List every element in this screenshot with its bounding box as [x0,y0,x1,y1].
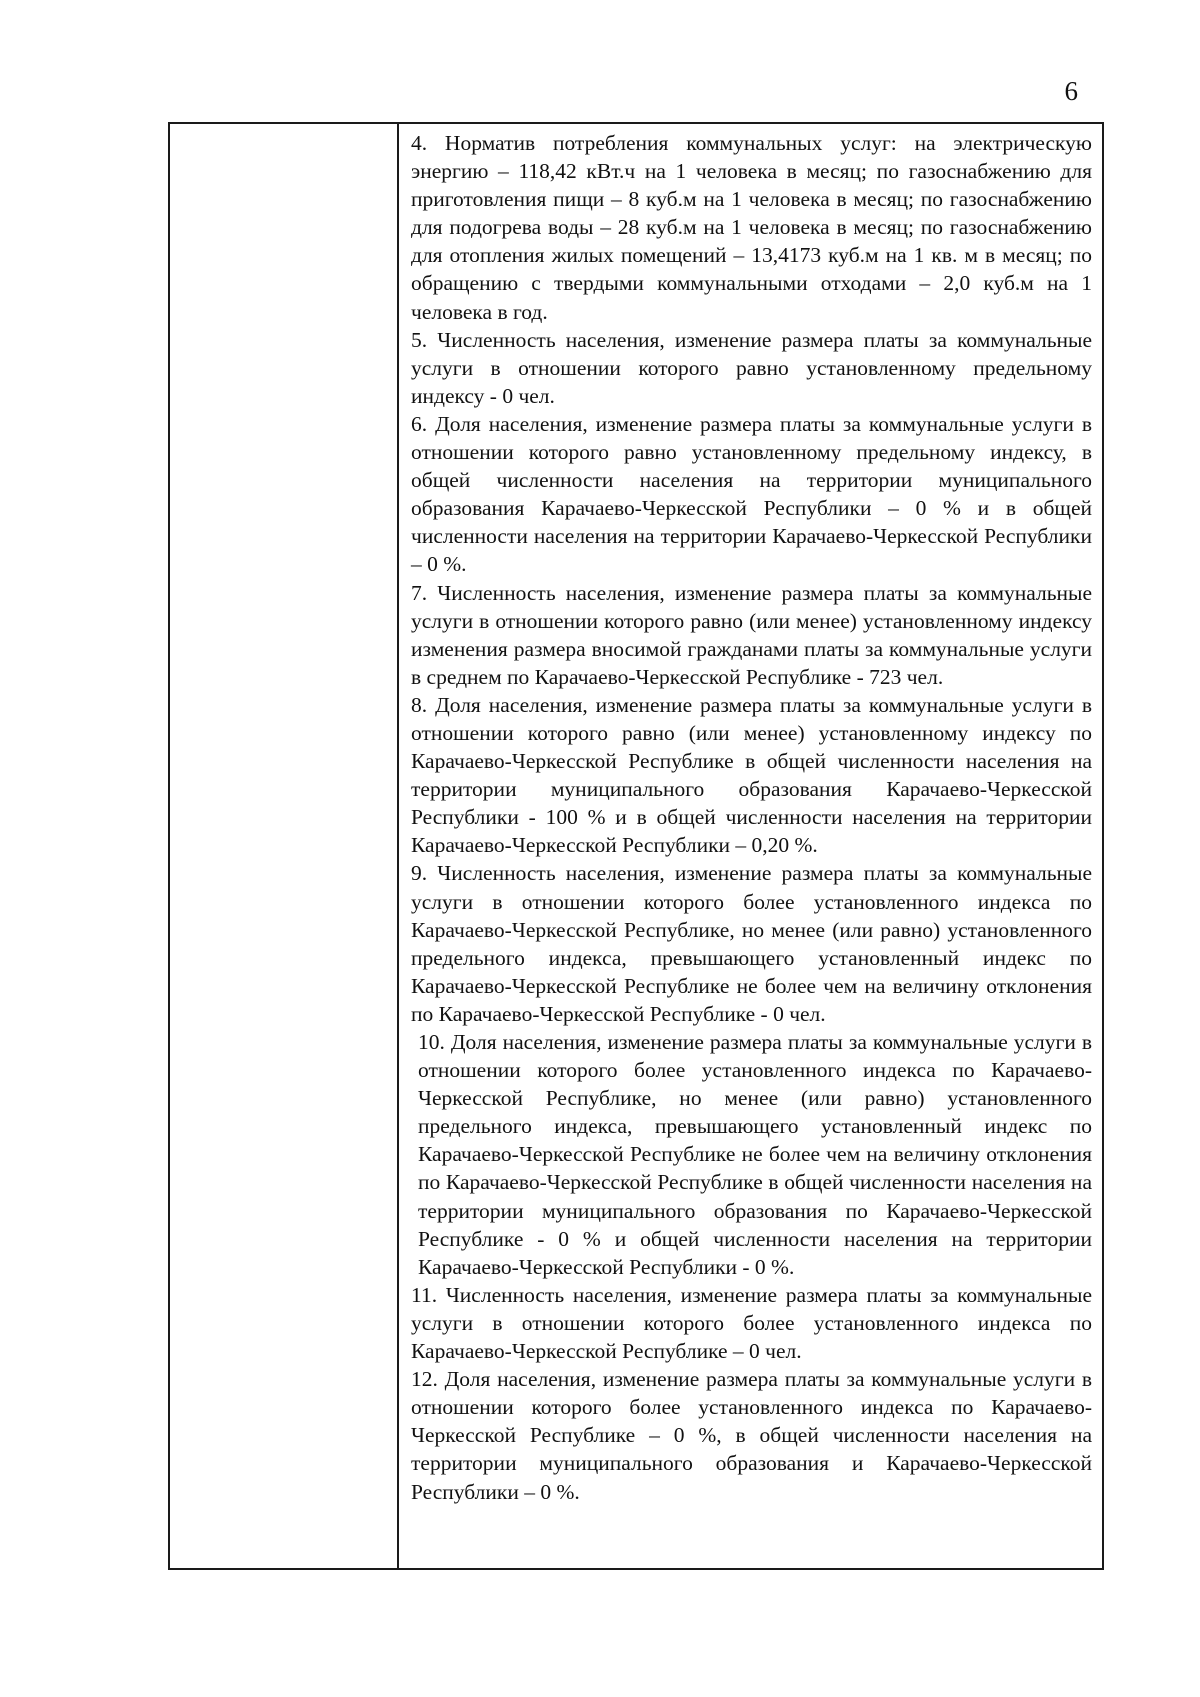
paragraph-item-5: 5. Численность населения, изменение размера платы за коммунальные услуги в отношении которого равно установленному предельному индексу - 0 чел. [411,327,1092,408]
paragraph-item-10: 10. Доля населения, изменение размера платы за коммунальные услуги в отношении которого более установленного индекса по Карачаево-Черкесской Республике, но менее (или равно) установленного предельного индекса, превышающего установленный индекс по Карачаево-Черкесской Республике не более чем на величину отклонения по Карачаево-Черкесской Республике в общей численности населения на территории муниципального образования по Карачаево-Черкесской Республике - 0 % и общей численности населения на территории Карачаево-Черкесской Республики - 0 %. [418,1030,1092,1279]
paragraph-item-4: 4. Норматив потребления коммунальных услуг: на электрическую энергию – 118,42 кВт.ч на 1 человека в месяц; по газоснабжению для приготовления пищи – 8 куб.м на 1 человека в месяц; по газоснабжению для подогрева воды – 28 куб.м на 1 человека в месяц; по газоснабжению для отопления жилых помещений – 13,4173 куб.м на 1 кв. м в месяц; по обращению с твердыми коммунальными отходами – 2,0 куб.м на 1 человека в год. [411,131,1092,324]
paragraph-item-11: 11. Численность населения, изменение размера платы за коммунальные услуги в отношении которого более установленного индекса по Карачаево-Черкесской Республике – 0 чел. [411,1282,1092,1364]
paragraph-item-9: 9. Численность населения, изменение размера платы за коммунальные услуги в отношении которого более установленного индекса по Карачаево-Черкесской Республике, но менее (или равно) установленного предельного индекса, превышающего установленный индекс по Карачаево-Черкесской Республике не более чем на величину отклонения по Карачаево-Черкесской Республике - 0 чел. [411,861,1092,1026]
paragraph-item-7: 7. Численность населения, изменение размера платы за коммунальные услуги в отношении которого равно (или менее) установленному индексу изменения размера вносимой гражданами платы за коммунальные услуги в среднем по Карачаево-Черкесской Республике - 723 чел. [411,580,1092,689]
page-number: 6 [1064,76,1078,106]
paragraph-item-8: 8. Доля населения, изменение размера платы за коммунальные услуги в отношении которого равно (или менее) установленному индексу по Карачаево-Черкесской Республике в общей численности населения на территории муниципального образования Карачаево-Черкесской Республики - 100 % и в общей численности населения на территории Карачаево-Черкесской Республики – 0,20 %. [411,692,1092,858]
paragraph-item-6: 6. Доля населения, изменение размера платы за коммунальные услуги в отношении которого равно установленному предельному индексу, в общей численности населения на территории муниципального образования Карачаево-Черкесской Республики – 0 % и в общей численности населения на территории Карачаево-Черкесской Республики – 0 %. [411,411,1092,577]
paragraph-item-12: 12. Доля населения, изменение размера платы за коммунальные услуги в отношении которого более установленного индекса по Карачаево-Черкесской Республике – 0 %, в общей численности населения на территории муниципального образования и Карачаево-Черкесской Республики – 0 %. [411,1367,1092,1504]
table-right-column [399,124,1102,1568]
document-table [168,122,1104,1570]
table-left-column [170,124,399,1568]
